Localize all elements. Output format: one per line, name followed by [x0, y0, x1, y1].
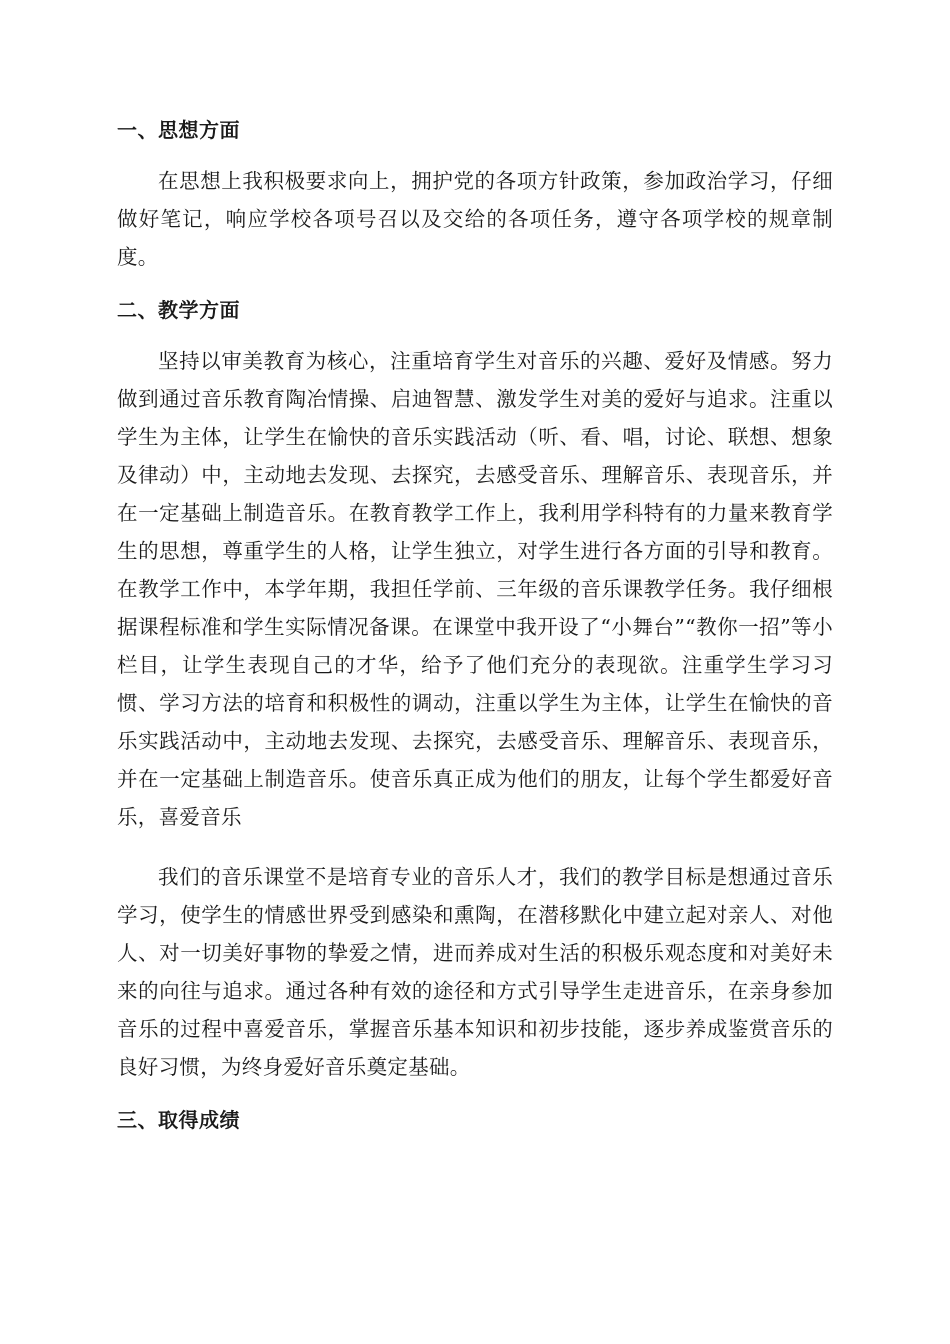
- section-heading-achievements: 三、取得成绩: [117, 1108, 240, 1132]
- section-heading-ideology: 一、思想方面: [117, 118, 240, 142]
- paragraph-ideology: 在思想上我积极要求向上，拥护党的各项方针政策，参加政治学习，仔细做好笔记，响应学校各项号召以及交给的各项任务，遵守各项学校的规章制度。: [117, 169, 833, 269]
- document-page: [117, 112, 833, 1152]
- section-heading-teaching: 二、教学方面: [117, 298, 240, 322]
- paragraph-teaching-2: 我们的音乐课堂不是培育专业的音乐人才，我们的教学目标是想通过音乐学习，使学生的情感世界受到感染和熏陶，在潜移默化中建立起对亲人、对他人、对一切美好事物的挚爱之情，进而养成对生活的积极乐观态度和对美好未来的向往与追求。通过各种有效的途径和方式引导学生走进音乐，在亲身参加音乐的过程中喜爱音乐，掌握音乐基本知识和初步技能，逐步养成鉴赏音乐的良好习惯，为终身爱好音乐奠定基础。: [117, 865, 833, 1079]
- paragraph-teaching-1: 坚持以审美教育为核心，注重培育学生对音乐的兴趣、爱好及情感。努力做到通过音乐教育陶冶情操、启迪智慧、激发学生对美的爱好与追求。注重以学生为主体，让学生在愉快的音乐实践活动（听、看、唱，讨论、联想、想象及律动）中，主动地去发现、去探究，去感受音乐、理解音乐、表现音乐，并在一定基础上制造音乐。在教育教学工作上，我利用学科特有的力量来教育学生的思想，尊重学生的人格，让学生独立，对学生进行各方面的引导和教育。在教学工作中，本学年期，我担任学前、三年级的音乐课教学任务。我仔细根据课程标准和学生实际情况备课。在课堂中我开设了“小舞台”“教你一招”等小栏目，让学生表现自己的才华，给予了他们充分的表现欲。注重学生学习习惯、学习方法的培育和积极性的调动，注重以学生为主体，让学生在愉快的音乐实践活动中，主动地去发现、去探究，去感受音乐、理解音乐、表现音乐，并在一定基础上制造音乐。使音乐真正成为他们的朋友，让每个学生都爱好音乐，喜爱音乐: [117, 349, 833, 829]
